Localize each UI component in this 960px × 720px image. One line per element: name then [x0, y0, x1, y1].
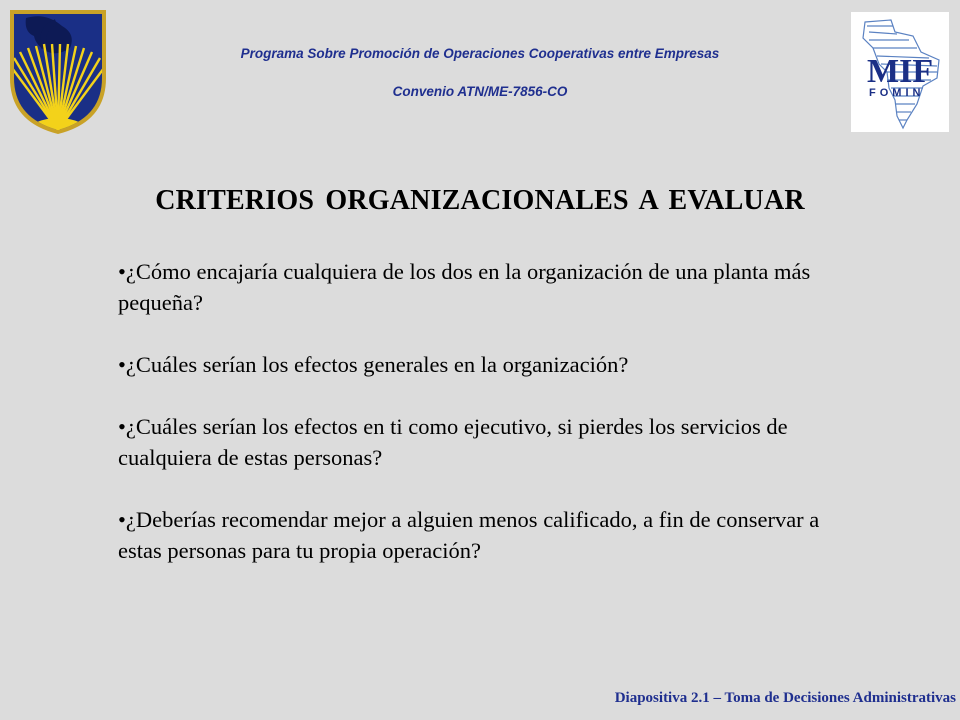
slide-footer: Diapositiva 2.1 – Toma de Decisiones Administrativas	[614, 690, 956, 706]
bullet-list	[118, 256, 858, 597]
program-title: Programa Sobre Promoción de Operaciones Cooperativas entre Empresas	[240, 46, 720, 61]
bullet-item: •¿Deberías recomendar mejor a alguien menos calificado, a fin de conservar a estas personas para tu propia operación?	[118, 507, 820, 563]
shield-emblem-icon	[6, 8, 110, 134]
svg-text:MIF: MIF	[867, 53, 934, 90]
bullet-item: •¿Cuáles serían los efectos generales en la organización?	[118, 352, 629, 377]
mif-fomin-logo	[851, 12, 949, 132]
bullet-item: •¿Cómo encajaría cualquiera de los dos en la organización de una planta más pequeña?	[118, 259, 811, 315]
agreement-code: Convenio ATN/ME-7856-CO	[392, 84, 568, 99]
bullet-item: •¿Cuáles serían los efectos en ti como ejecutivo, si pierdes los servicios de cualquiera de estas personas?	[118, 414, 788, 470]
svg-text:FOMIN: FOMIN	[869, 87, 925, 99]
slide-title: CRITERIOS ORGANIZACIONALES A EVALUAR	[155, 185, 805, 216]
